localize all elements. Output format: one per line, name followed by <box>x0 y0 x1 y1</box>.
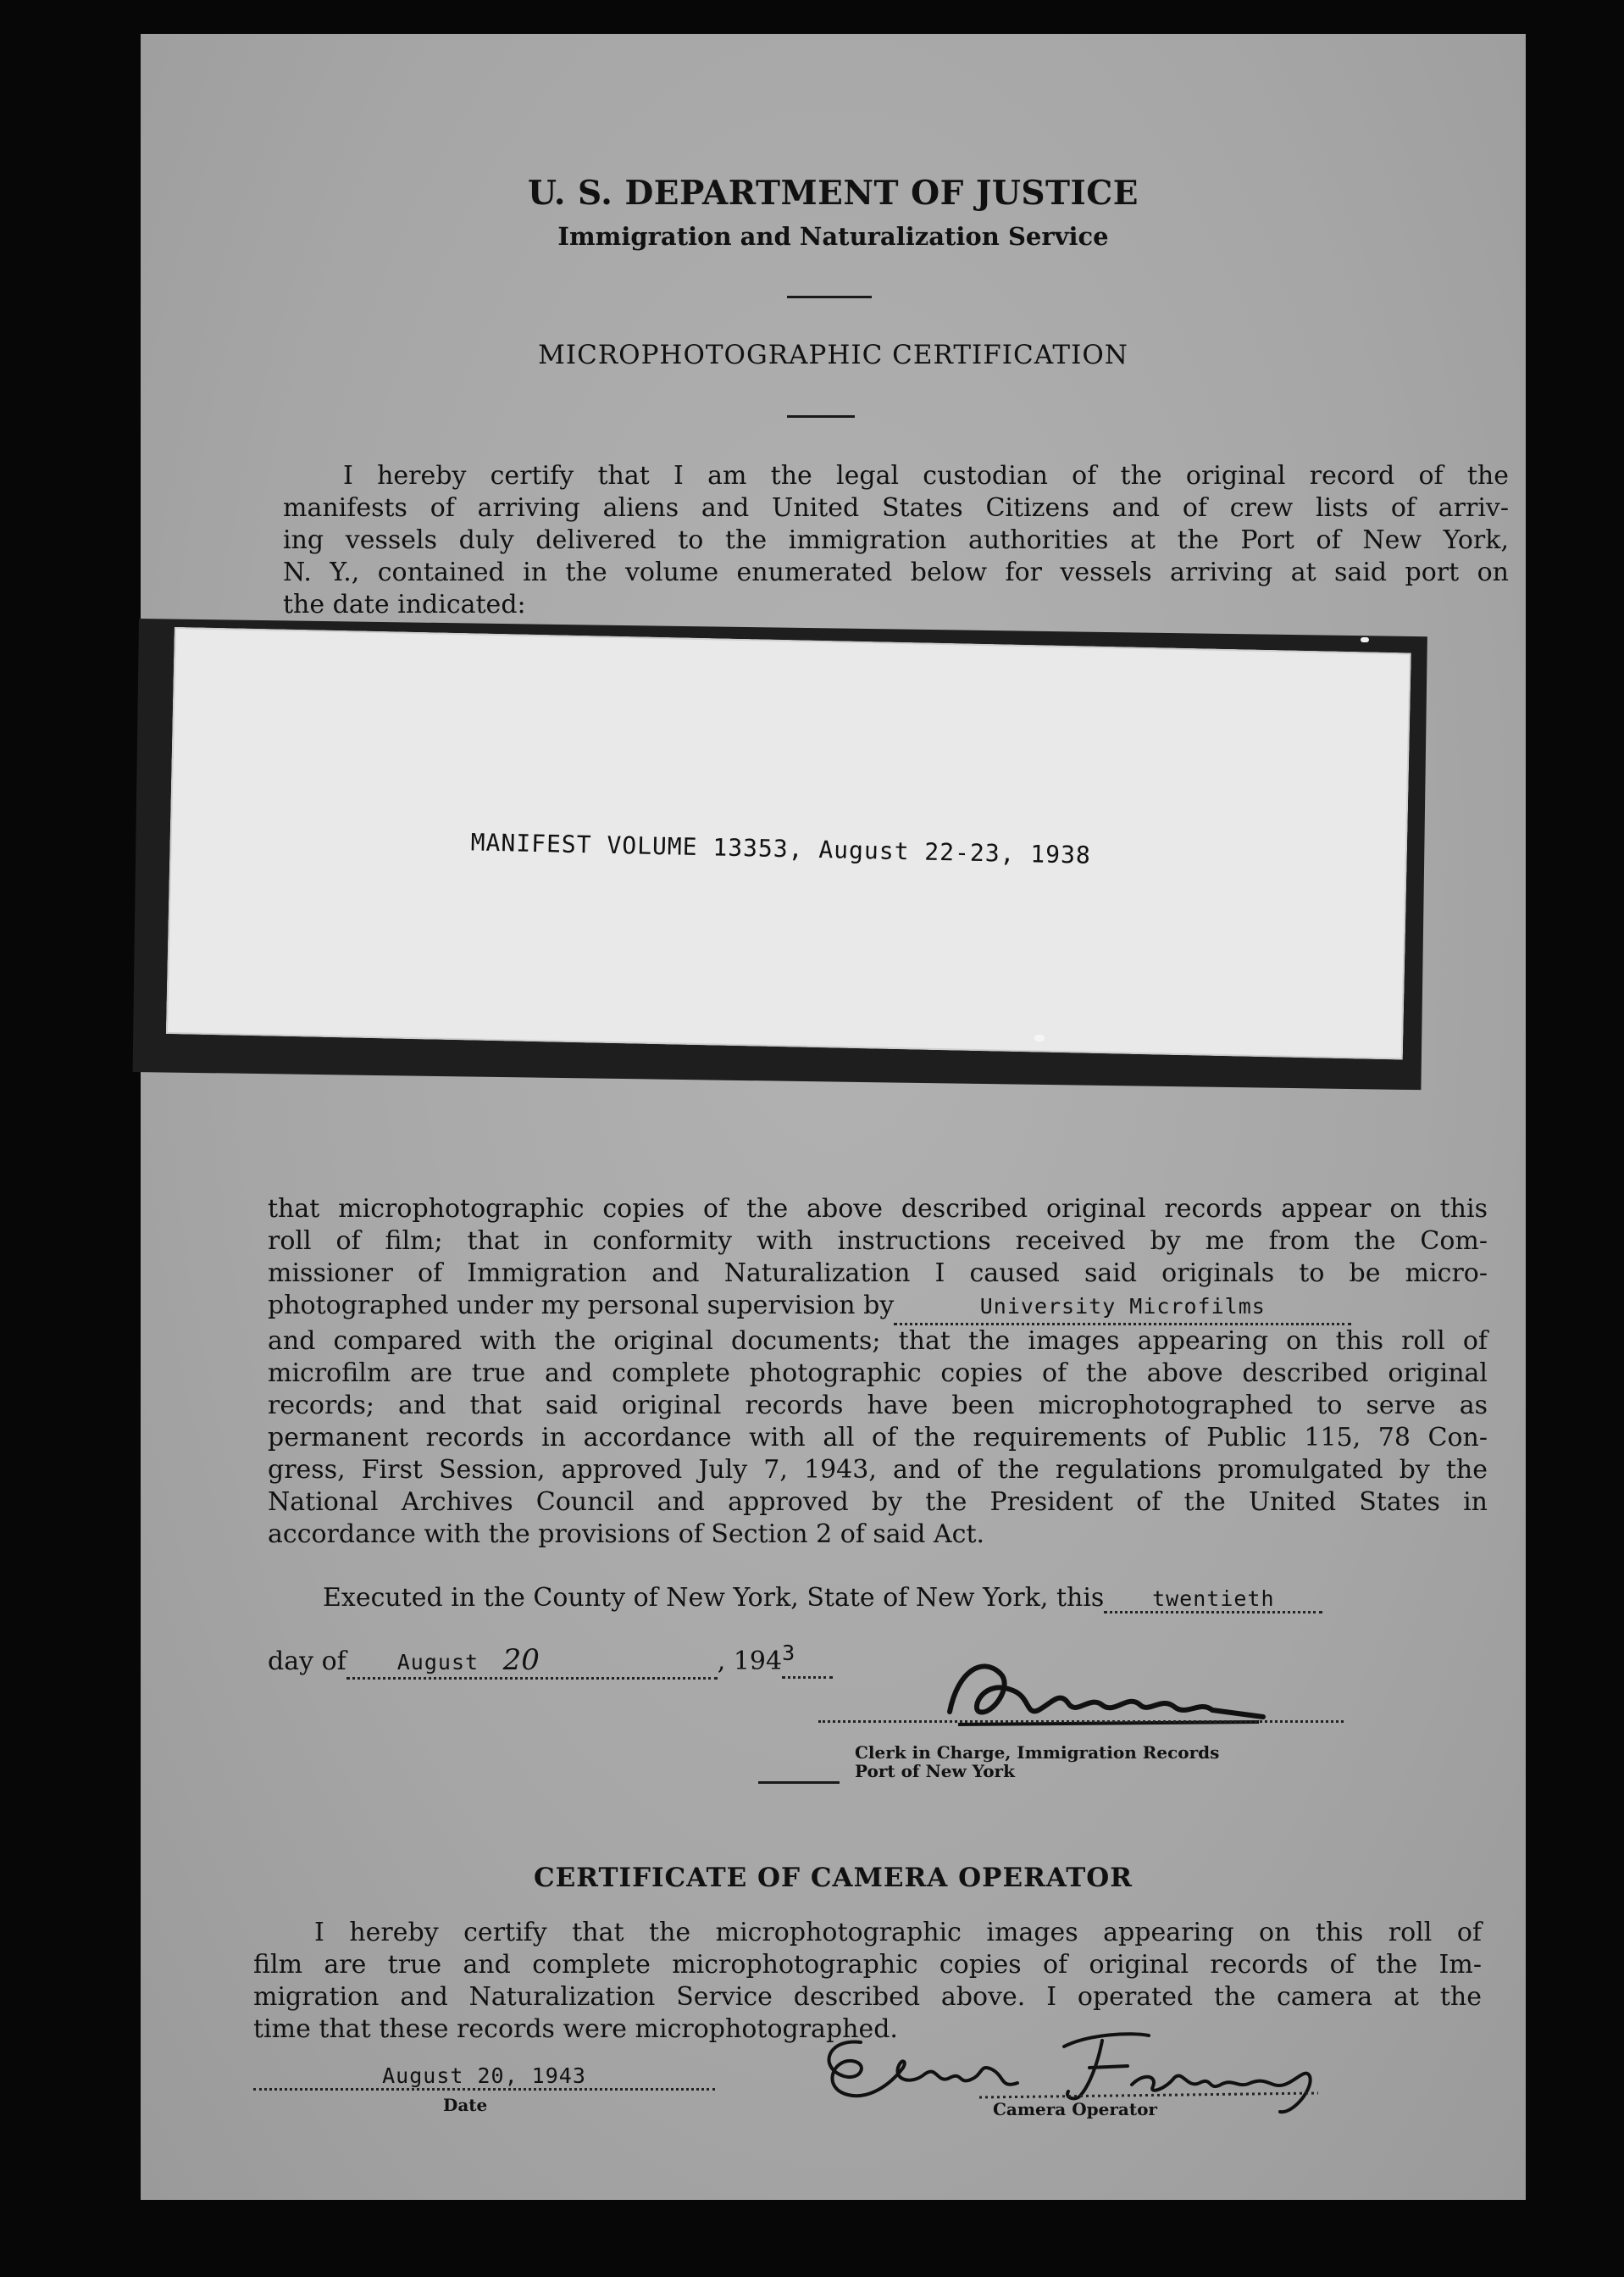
manifest-slip <box>166 627 1411 1059</box>
manifest-volume-label: MANIFEST VOLUME 13353, August 22-23, 1938 <box>470 828 1092 869</box>
clerk-signature-line <box>818 1720 1344 1723</box>
execution-day-field: twentieth <box>1104 1586 1322 1613</box>
paragraph-line: I hereby certify that the microphotographic images appearing on this roll of <box>314 1918 1482 1947</box>
date-label: Date <box>443 2095 488 2115</box>
execution-line <box>323 1583 1322 1613</box>
paragraph-line: that microphotographic copies of the above described original records appear on this <box>268 1194 1488 1224</box>
film-speck <box>1034 1035 1045 1041</box>
service-subtitle: Immigration and Naturalization Service <box>557 222 1109 251</box>
certification-title: MICROPHOTOGRAPHIC CERTIFICATION <box>538 340 1128 370</box>
paragraph-line: gress, First Session, approved July 7, 1943, and of the regulations promulgated by the <box>268 1455 1488 1485</box>
department-title: U. S. DEPARTMENT OF JUSTICE <box>527 174 1139 213</box>
month-value: August <box>396 1650 479 1674</box>
paragraph-line: microfilm are true and complete photographic copies of the above described original <box>268 1358 1488 1388</box>
year-label: , 194 <box>717 1647 783 1676</box>
paragraph-line: time that these records were microphotographed. <box>253 2014 898 2044</box>
paragraph-line: missioner of Immigration and Naturalization I caused said originals to be micro- <box>268 1258 1488 1288</box>
clerk-title-line: Clerk in Charge, Immigration Records <box>855 1742 1220 1763</box>
paragraph-line: National Archives Council and approved by the President of the United States in <box>268 1487 1488 1517</box>
handwritten-day: 20 <box>502 1643 540 1677</box>
execution-label: Executed in the County of New York, State of New York, this <box>323 1583 1105 1613</box>
paragraph-line: migration and Naturalization Service described above. I operated the camera at the <box>253 1982 1482 2012</box>
clerk-title-line: Port of New York <box>855 1761 1015 1781</box>
paragraph-line: ing vessels duly delivered to the immigration authorities at the Port of New York, <box>283 525 1509 555</box>
paragraph-line: the date indicated: <box>283 590 526 619</box>
film-speck <box>1361 637 1369 642</box>
clerk-signature <box>933 1644 1272 1737</box>
divider <box>787 415 855 418</box>
certification-body <box>268 1193 1488 1551</box>
divider <box>758 1781 840 1784</box>
day-of-line <box>268 1641 833 1680</box>
supervision-line <box>268 1290 1488 1325</box>
year-digit: 3 <box>782 1641 796 1665</box>
day-of-label: day of <box>268 1647 346 1676</box>
paragraph-line: film are true and complete microphotographic copies of original records of the Im- <box>253 1950 1482 1980</box>
operator-date-field <box>253 2063 715 2091</box>
camera-operator-title: CERTIFICATE OF CAMERA OPERATOR <box>533 1863 1133 1893</box>
paragraph-line: permanent records in accordance with all of the requirements of Public 115, 78 Con- <box>268 1423 1488 1452</box>
paragraph-line: and compared with the original documents; that the images appearing on this roll of <box>268 1326 1488 1356</box>
operator-date-value: August 20, 1943 <box>382 2063 586 2088</box>
clerk-title <box>855 1743 1219 1780</box>
paragraph-line: records; and that said original records have been microphotographed to serve as <box>268 1391 1488 1420</box>
custodian-paragraph <box>283 460 1509 621</box>
month-field <box>346 1643 718 1680</box>
supervision-label: photographed under my personal supervision by <box>268 1291 895 1320</box>
year-field <box>782 1641 833 1679</box>
microfilmer-field: University Microfilms <box>894 1291 1351 1325</box>
certificate-document <box>141 34 1526 2200</box>
paragraph-line: N. Y., contained in the volume enumerated below for vessels arriving at said port on <box>283 558 1509 587</box>
paragraph-line: accordance with the provisions of Section 2 of said Act. <box>268 1519 985 1549</box>
camera-operator-label: Camera Operator <box>993 2099 1157 2119</box>
paragraph-line: manifests of arriving aliens and United States Citizens and of crew lists of arriv- <box>283 493 1509 523</box>
paragraph-line: roll of film; that in conformity with instructions received by me from the Com- <box>268 1226 1488 1256</box>
paragraph-line: I hereby certify that I am the legal custodian of the original record of the <box>343 461 1509 491</box>
divider <box>787 296 872 298</box>
